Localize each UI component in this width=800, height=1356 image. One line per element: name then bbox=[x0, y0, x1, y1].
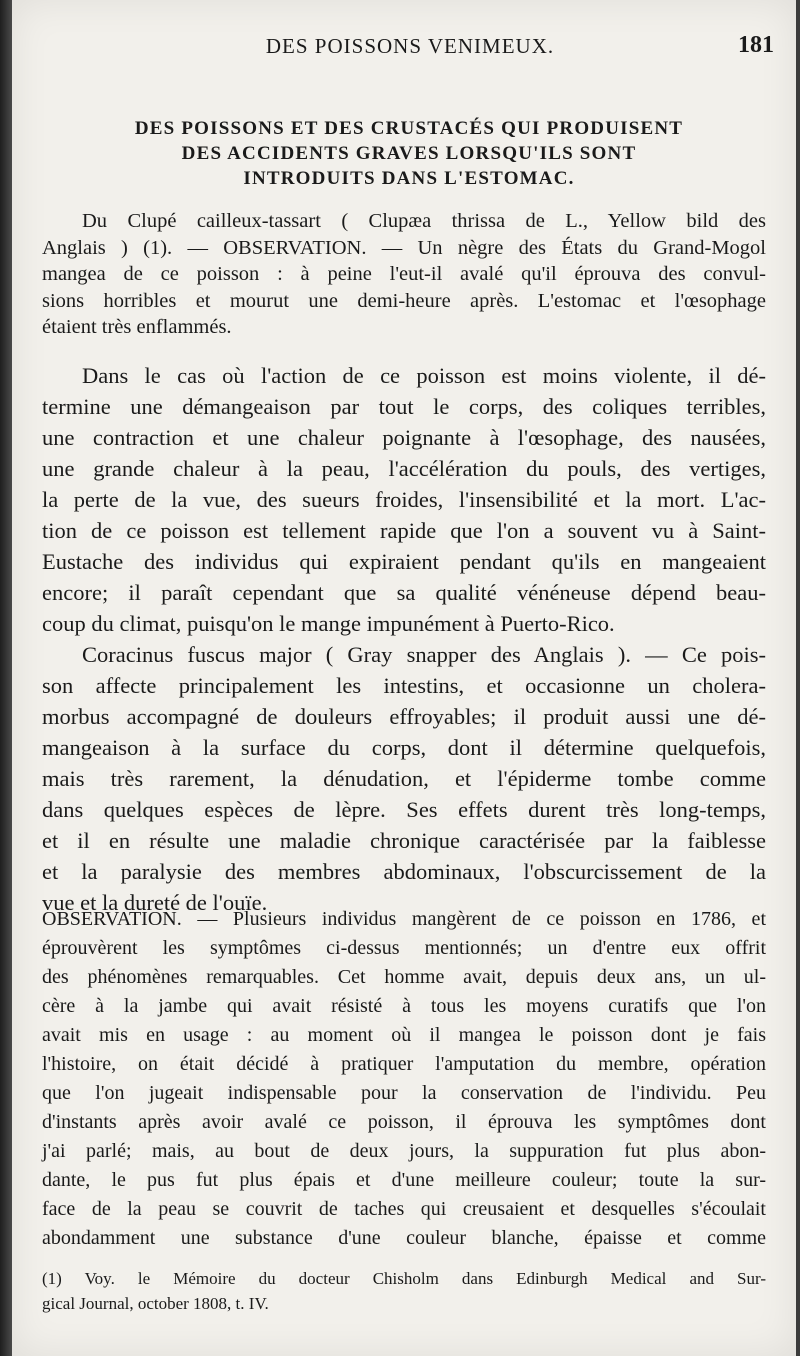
text-line: mangea de ce poisson : à peine l'eut-il avalé qu'il éprouva des convul- bbox=[42, 263, 766, 285]
section-title-line: INTRODUITS DANS L'ESTOMAC. bbox=[243, 168, 575, 189]
text-line: d'instants après avoir avalé ce poisson, il éprouva les symptômes dont bbox=[42, 1111, 766, 1133]
text-line: cère à la jambe qui avait résisté à tous les moyens curatifs que l'on bbox=[42, 995, 766, 1017]
text-line: Dans le cas où l'action de ce poisson est moins violente, il dé- bbox=[82, 363, 766, 388]
text-line: la perte de la vue, des sueurs froides, l'insensibilité et la mort. L'ac- bbox=[42, 487, 766, 512]
section-title-line: DES ACCIDENTS GRAVES LORSQU'ILS SONT bbox=[181, 143, 637, 164]
text-line: avait mis en usage : au moment où il mangea le poisson dont je fais bbox=[42, 1024, 766, 1046]
text-line: et la paralysie des membres abdominaux, l'obscurcissement de la bbox=[42, 859, 766, 884]
text-line: une contraction et une chaleur poignante à l'œsophage, des nausées, bbox=[42, 425, 766, 450]
text-line: et il en résulte une maladie chronique caractérisée par la faiblesse bbox=[42, 828, 766, 853]
footnote-line: gical Journal, october 1808, t. IV. bbox=[42, 1294, 269, 1313]
text-line: encore; il paraît cependant que sa qualité vénéneuse dépend beau- bbox=[42, 580, 766, 605]
text-line: face de la peau se couvrit de taches qui creusaient et desquelles s'écoulait bbox=[42, 1198, 766, 1220]
text-line: morbus accompagné de douleurs effroyables; il produit aussi une dé- bbox=[42, 704, 766, 729]
section-title bbox=[52, 116, 766, 191]
text-line: Anglais ) (1). — OBSERVATION. — Un nègre des États du Grand-Mogol bbox=[42, 236, 766, 259]
text-line: Coracinus fuscus major ( Gray snapper des Anglais ). — Ce pois- bbox=[82, 642, 766, 667]
text-line: mangeaison à la surface du corps, dont il détermine quelquefois, bbox=[42, 735, 766, 760]
text-line: une grande chaleur à la peau, l'accélération du pouls, des vertiges, bbox=[42, 456, 766, 481]
text-line: son affecte principalement les intestins, et occasionne un cholera- bbox=[42, 673, 766, 698]
text-line: OBSERVATION. — Plusieurs individus mangèrent de ce poisson en 1786, et bbox=[42, 908, 766, 930]
text-line: sions horribles et mourut une demi-heure après. L'estomac et l'œsophage bbox=[42, 289, 766, 312]
text-line: vue et la dureté de l'ouïe. bbox=[42, 890, 268, 915]
page-number: 181 bbox=[738, 32, 774, 58]
binding-shadow bbox=[0, 0, 12, 1356]
footnote-line: (1) Voy. le Mémoire du docteur Chisholm dans Edinburgh Medical and Sur- bbox=[42, 1269, 766, 1288]
text-line: l'histoire, on était décidé à pratiquer l'amputation du membre, opération bbox=[42, 1053, 766, 1075]
paragraph-clupe bbox=[42, 208, 766, 341]
text-line: étaient très enflammés. bbox=[42, 316, 232, 338]
text-line: dante, le pus fut plus épais et d'une meilleure couleur; toute la sur- bbox=[42, 1169, 766, 1191]
text-line: des phénomènes remarquables. Cet homme avait, depuis deux ans, un ul- bbox=[42, 966, 766, 988]
text-line: mais très rarement, la dénudation, et l'épiderme tombe comme bbox=[42, 766, 766, 791]
text-line: coup du climat, puisqu'on le mange impunément à Puerto-Rico. bbox=[42, 611, 615, 636]
text-line: tion de ce poisson est tellement rapide que l'on a souvent vu à Saint- bbox=[42, 518, 766, 543]
section-title-line: DES POISSONS ET DES CRUSTACÉS QUI PRODUISENT bbox=[134, 118, 684, 139]
paragraph-observation bbox=[42, 905, 766, 1253]
text-line: que l'on jugeait indispensable pour la conservation de l'individu. Peu bbox=[42, 1082, 766, 1104]
text-line: dans quelques espèces de lèpre. Ses effets durent très long-temps, bbox=[42, 797, 766, 822]
paragraph-effects bbox=[42, 360, 766, 918]
text-line: j'ai parlé; mais, au bout de deux jours, la suppuration fut plus abon- bbox=[42, 1140, 766, 1162]
text-line: abondamment une substance d'une couleur blanche, épaisse et comme bbox=[42, 1227, 766, 1249]
page-header bbox=[42, 32, 778, 66]
text-line: termine une démangeaison par tout le corps, des coliques terribles, bbox=[42, 394, 766, 419]
running-title: DES POISSONS VENIMEUX. bbox=[265, 34, 555, 58]
text-line: Eustache des individus qui expiraient pendant qu'ils en mangeaient bbox=[42, 549, 766, 574]
book-page bbox=[12, 0, 796, 1356]
text-line: Du Clupé cailleux-tassart ( Clupæa thrissa de L., Yellow bild des bbox=[82, 210, 766, 232]
footnote bbox=[42, 1266, 766, 1316]
text-line: éprouvèrent les symptômes ci-dessus mentionnés; un d'entre eux offrit bbox=[42, 937, 766, 959]
